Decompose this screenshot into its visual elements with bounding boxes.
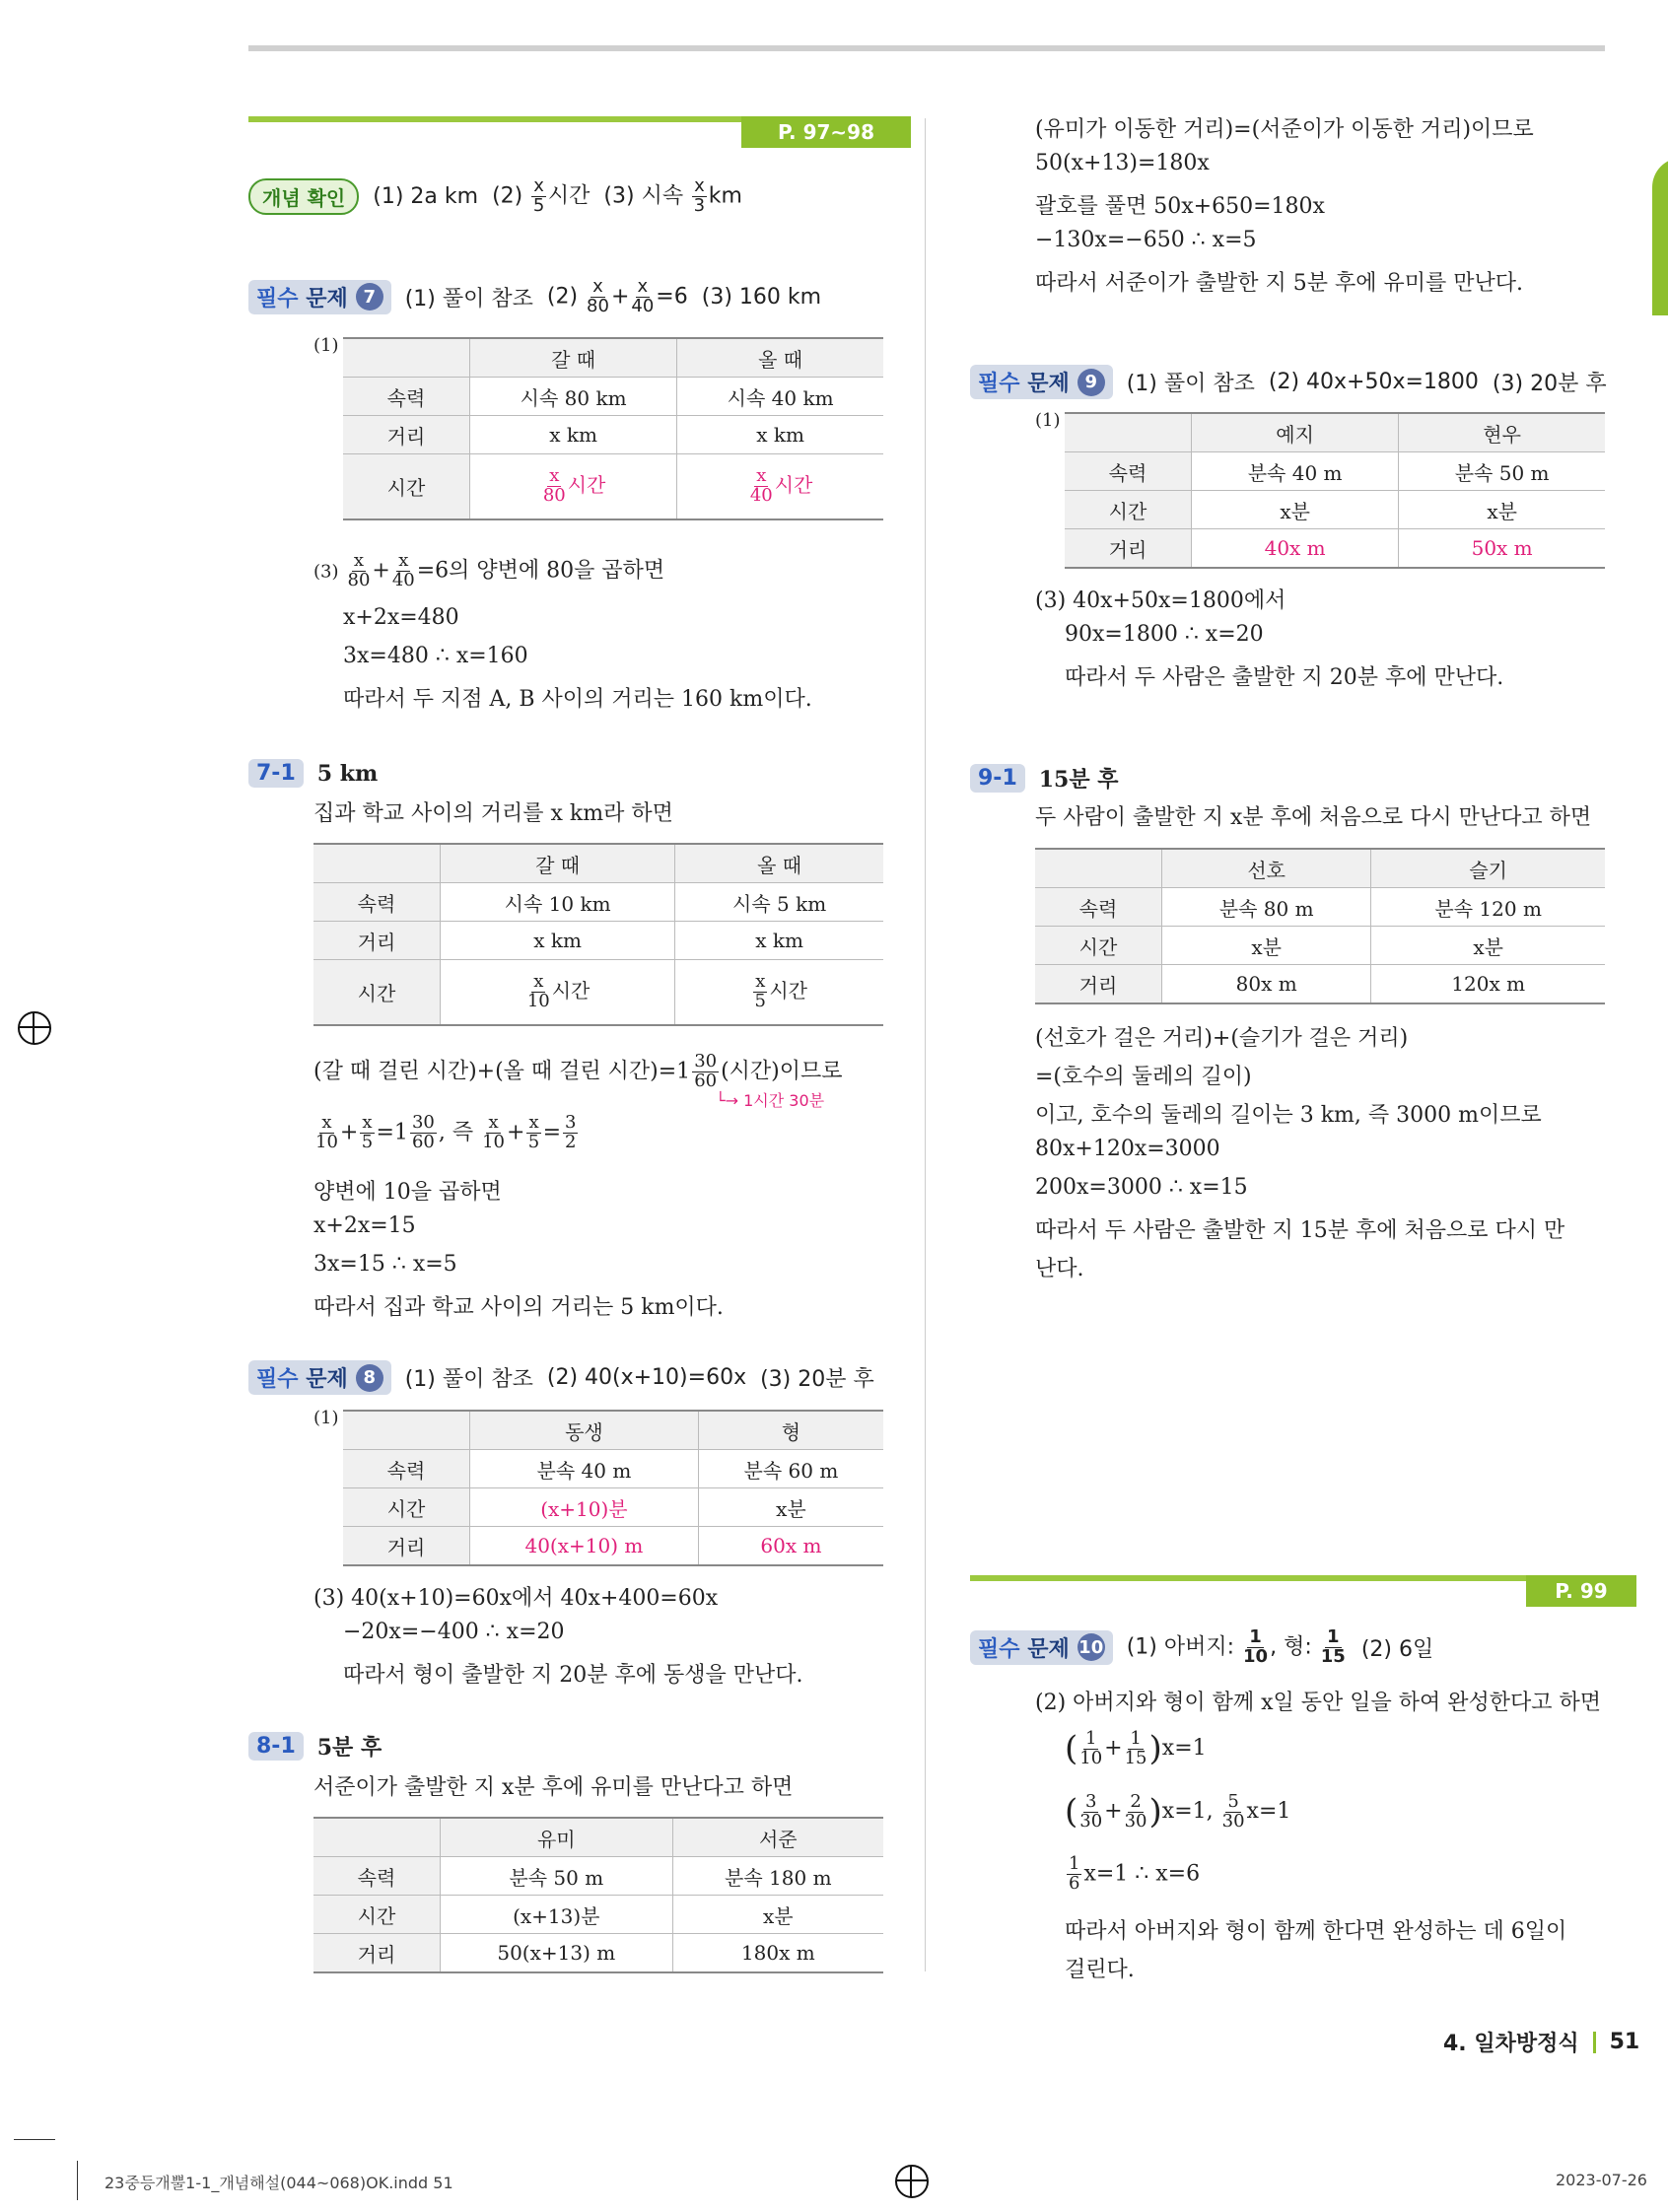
- p10-line-1: (2) 아버지와 형이 함께 x일 동안 일을 하여 완성한다고 하면: [1035, 1691, 1602, 1715]
- p91-line-7: 난다.: [1035, 1257, 1084, 1281]
- problem-9-1-header: [970, 763, 1119, 794]
- p91-answer: 15분 후: [1038, 767, 1119, 793]
- p71-line-6: 따라서 집과 학교 사이의 거리는 5 km이다.: [313, 1295, 724, 1320]
- p9-line-3: 따라서 두 사람은 출발한 지 20분 후에 만난다.: [1065, 665, 1504, 690]
- column-divider: [925, 118, 926, 1971]
- problem-9-header: [970, 365, 1607, 399]
- top-rule: [248, 45, 1605, 51]
- concept-a2-pre: (2): [492, 183, 523, 209]
- concept-label: 개념 확인: [248, 178, 359, 215]
- file-name: 23중등개뿔1-1_개념해설(044~068)OK.indd 51: [104, 2174, 453, 2192]
- problem-7-header: [248, 278, 821, 316]
- page-ref-right: P. 99: [1526, 1575, 1636, 1607]
- rt-line-2: 50(x+13)=180x: [1035, 151, 1210, 175]
- p7-answer-1: (1) 풀이 참조: [404, 286, 533, 311]
- concept-a2-frac: $\frac{x}{5}$: [532, 175, 545, 216]
- p10-line-5: 따라서 아버지와 형이 함께 한다면 완성하는 데 6일이: [1065, 1919, 1567, 1944]
- p81-answer: 5분 후: [316, 1735, 382, 1761]
- p9-answer-3: (3) 20분 후: [1492, 372, 1607, 396]
- concept-a2-post: 시간: [547, 183, 591, 209]
- p71-line-3: 양변에 10을 곱하면: [313, 1180, 502, 1205]
- p7-line-1: (3) $\frac{x}{80}$ + $\frac{x}{40}$ =6의 양변에 80을 곱하면: [313, 550, 665, 590]
- concept-check: [248, 177, 742, 216]
- p71-answer: 5 km: [316, 760, 379, 787]
- p9-answer-2: (2) 40x+50x=1800: [1268, 370, 1479, 394]
- p7-line-3: 3x=480 ∴ x=160: [343, 644, 528, 668]
- chapter-name: 4. 일차방정식: [1443, 2032, 1579, 2056]
- page-ref-left: P. 97∼98: [741, 116, 911, 148]
- p10-line-3: ( $\frac{3}{30}$ + $\frac{2}{30}$ )x=1, $\frac{5}{30}$ x=1: [1065, 1790, 1291, 1832]
- p91-line-5: 200x=3000 ∴ x=15: [1035, 1175, 1248, 1200]
- p91-table: 선호 슬기 속력 분속 80 m 분속 120 m 시간 x분 x분 거리 80x m 120x m: [1035, 848, 1605, 1004]
- concept-a3-frac: $\frac{x}{3}$: [693, 175, 706, 216]
- p91-line-4: 80x+120x=3000: [1035, 1137, 1220, 1161]
- p9-table: 예지 현우 속력 분속 40 m 분속 50 m 시간 x분 x분 거리 40x m 50x m: [1065, 412, 1605, 569]
- p71-line-1: (갈 때 걸린 시간)+(올 때 걸린 시간)=1 $\frac{30}{60}$ (시간)이므로: [313, 1051, 843, 1091]
- p8-line-1: (3) 40(x+10)=60x에서 40x+400=60x: [313, 1586, 719, 1611]
- concept-a3-post: km: [708, 183, 742, 209]
- p10-line-2: ( $\frac{1}{10}$ + $\frac{1}{15}$ )x=1: [1065, 1727, 1207, 1768]
- p71-num: 7-1: [248, 759, 304, 788]
- p91-intro: 두 사람이 출발한 지 x분 후에 처음으로 다시 만난다고 하면: [1035, 805, 1592, 830]
- p7-label-1: (1): [313, 335, 339, 356]
- problem-7-badge: 필수 문제 7: [248, 280, 391, 314]
- problem-10-badge: 필수 문제 10: [970, 1630, 1113, 1665]
- p8-line-3: 따라서 형이 출발한 지 20분 후에 동생을 만난다.: [343, 1663, 803, 1688]
- p8-line-2: −20x=−400 ∴ x=20: [343, 1620, 565, 1644]
- rt-line-4: −130x=−650 ∴ x=5: [1035, 228, 1257, 252]
- p8-table: 동생 형 속력 분속 40 m 분속 60 m 시간 (x+10)분 x분 거리 40(x+10) m 60x m: [343, 1410, 883, 1566]
- p81-table: 유미 서준 속력 분속 50 m 분속 180 m 시간 (x+13)분 x분 거리 50(x+13) m 180x m: [313, 1817, 883, 1973]
- print-date: 2023-07-26: [1556, 2171, 1647, 2189]
- p10-answer-1: (1) 아버지: $\frac{1}{10}$ , 형: $\frac{1}{15}$: [1126, 1626, 1346, 1667]
- problem-9-badge: 필수 문제 9: [970, 365, 1113, 399]
- p7-answer-2: (2) $\frac{x}{80}$ + $\frac{x}{40}$ =6: [546, 276, 688, 316]
- concept-a3-pre: (3) 시속: [603, 183, 684, 209]
- registration-mark-left: [18, 1011, 51, 1045]
- problem-8-header: [248, 1360, 874, 1395]
- crop-mark: [14, 2139, 55, 2140]
- rt-line-5: 따라서 서준이가 출발한 지 5분 후에 유미를 만난다.: [1035, 271, 1523, 296]
- footer-separator: [1593, 2032, 1596, 2053]
- p81-num: 8-1: [248, 1732, 304, 1761]
- p71-table: 갈 때 올 때 속력 시속 10 km 시속 5 km 거리 x km x km 시간 $\frac{x}{10}$ 시간 $\frac{x}{5}$ 시간: [313, 843, 883, 1026]
- problem-7-1-header: [248, 759, 378, 788]
- p8-answer-2: (2) 40(x+10)=60x: [546, 1365, 747, 1390]
- concept-a1: (1) 2a km: [373, 183, 479, 209]
- p9-line-1: (3) 40x+50x=1800에서: [1035, 588, 1286, 613]
- side-tab: [1652, 158, 1668, 315]
- p10-line-6: 걸린다.: [1065, 1958, 1135, 1982]
- p71-note: └→ 1시간 30분: [716, 1091, 825, 1110]
- rt-line-3: 괄호를 풀면 50x+650=180x: [1035, 194, 1325, 219]
- p71-line-4: x+2x=15: [313, 1213, 416, 1238]
- p71-line-5: 3x=15 ∴ x=5: [313, 1252, 457, 1277]
- registration-mark-bottom: [895, 2165, 929, 2198]
- p7-table: 갈 때 올 때 속력 시속 80 km 시속 40 km 거리 x km x km 시간 $\frac{x}{80}$ 시간 $\frac{x}{40}$ 시간: [343, 337, 883, 520]
- p91-line-6: 따라서 두 사람은 출발한 지 15분 후에 처음으로 다시 만: [1035, 1218, 1565, 1243]
- page-number: 51: [1609, 2030, 1640, 2054]
- problem-8-badge: 필수 문제 8: [248, 1360, 391, 1395]
- p9-line-2: 90x=1800 ∴ x=20: [1065, 622, 1264, 647]
- p7-line-4: 따라서 두 지점 A, B 사이의 거리는 160 km이다.: [343, 687, 812, 712]
- problem-8-1-header: [248, 1731, 382, 1762]
- p8-answer-3: (3) 20분 후: [760, 1367, 874, 1392]
- p81-intro: 서준이가 출발한 지 x분 후에 유미를 만난다고 하면: [313, 1775, 794, 1800]
- p10-answer-2: (2) 6일: [1360, 1636, 1434, 1662]
- p8-label-1: (1): [313, 1408, 339, 1428]
- p91-line-3: 이고, 호수의 둘레의 길이는 3 km, 즉 3000 m이므로: [1035, 1103, 1542, 1128]
- p9-answer-1: (1) 풀이 참조: [1126, 372, 1255, 396]
- problem-10-header: [970, 1628, 1433, 1667]
- p71-line-2: $\frac{x}{10}$ + $\frac{x}{5}$ =1 $\frac{30}{60}$ , 즉 $\frac{x}{10}$ + $\frac{x}{5}$ = $\frac{3}{2}$: [315, 1112, 577, 1152]
- rt-line-1: (유미가 이동한 거리)=(서준이가 이동한 거리)이므로: [1035, 117, 1534, 142]
- p8-answer-1: (1) 풀이 참조: [404, 1367, 533, 1392]
- p9-label-1: (1): [1035, 410, 1061, 431]
- p7-answer-3: (3) 160 km: [701, 284, 822, 310]
- p71-intro: 집과 학교 사이의 거리를 x km라 하면: [313, 801, 673, 826]
- p7-line-2: x+2x=480: [343, 605, 459, 630]
- p91-line-1: (선호가 걸은 거리)+(슬기가 걸은 거리): [1035, 1026, 1409, 1051]
- section-bar-right: [970, 1575, 1605, 1581]
- p10-line-4: $\frac{1}{6}$ x=1 ∴ x=6: [1069, 1853, 1201, 1894]
- p91-num: 9-1: [970, 764, 1025, 793]
- chapter-footer: [1443, 2027, 1639, 2057]
- p91-line-2: =(호수의 둘레의 길이): [1035, 1065, 1252, 1089]
- crop-mark-v: [77, 2161, 78, 2200]
